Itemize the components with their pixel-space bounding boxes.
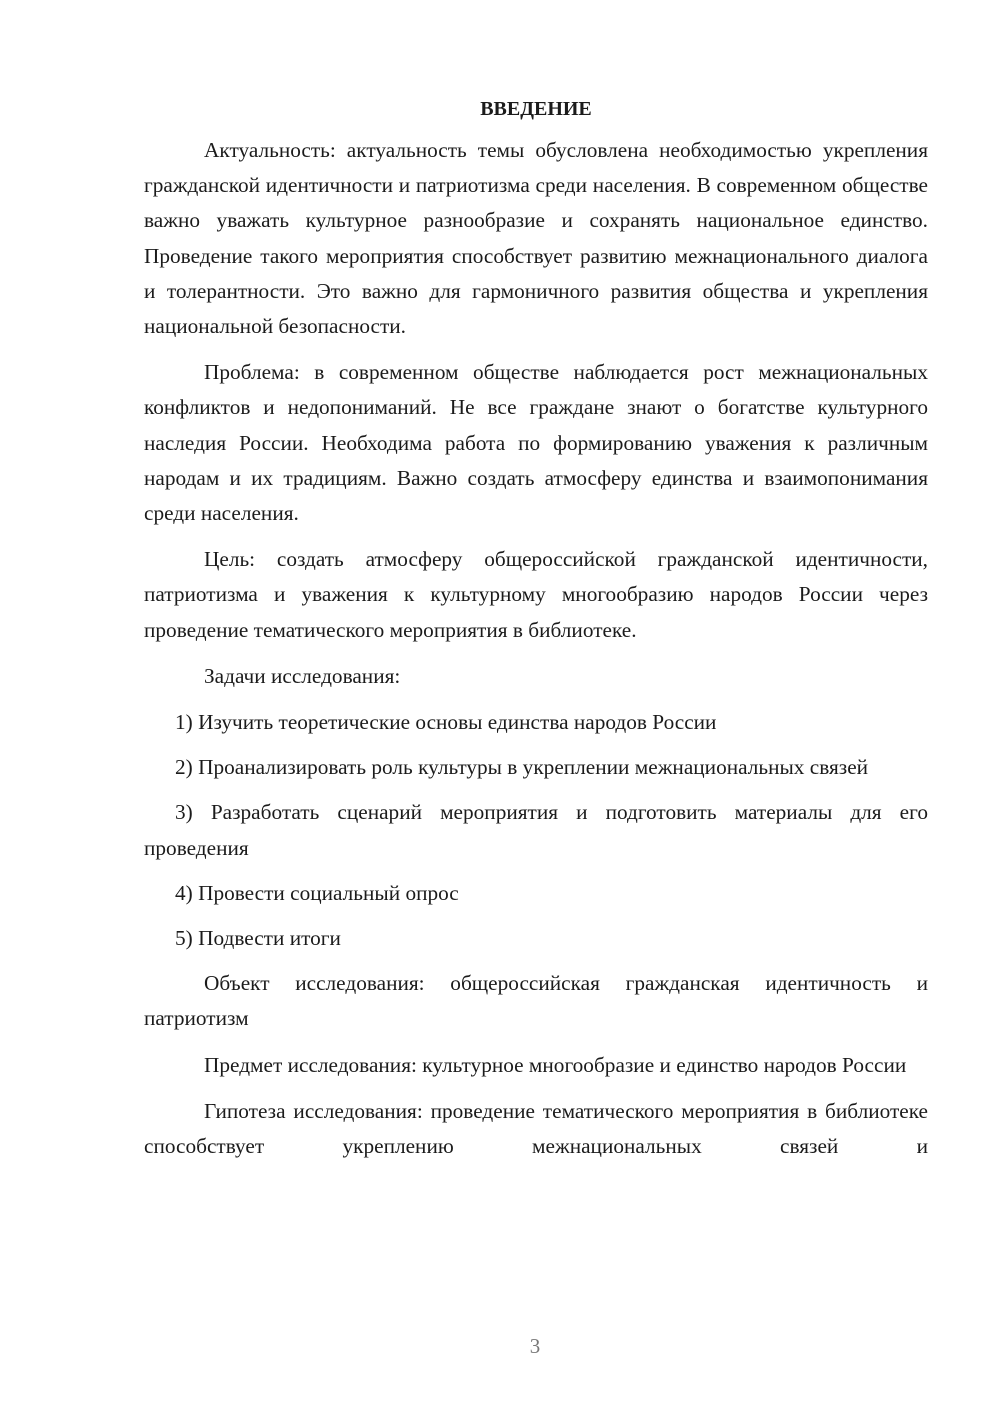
page-number: 3 — [529, 1334, 541, 1358]
relevance-paragraph: Актуальность: актуальность темы обусловлена необходимостью укрепления гражданской идентичности и патриотизма среди населения. В современном обществе важно уважать культурное разнообразие и сохранять национальное единство. Проведение такого мероприятия способствует развитию межнационального диалога и толерантности. Это важно для гармоничного развития общества и укрепления национальной безопасности. — [144, 138, 928, 339]
task-item-2: 2) Проанализировать роль культуры в укреплении межнациональных связей — [175, 755, 869, 780]
subject-paragraph: Предмет исследования: культурное многообразие и единство народов России — [204, 1052, 907, 1077]
problem-paragraph: Проблема: в современном обществе наблюдается рост межнациональных конфликтов и недопониманий. Не все граждане знают о богатстве культурного наследия России. Необходима работа по формированию уважения к различным народам и их традициям. Важно создать атмосферу единства и взаимопонимания среди населения. — [144, 360, 928, 526]
section-title: ВВЕДЕНИЕ — [480, 98, 592, 120]
goal-paragraph: Цель: создать атмосферу общероссийской гражданской идентичности, патриотизма и уважения к культурному многообразию народов России через проведение тематического мероприятия в библиотеке. — [144, 547, 928, 642]
page-body — [144, 92, 928, 1175]
tasks-heading: Задачи исследования: — [204, 663, 401, 688]
task-item-1: 1) Изучить теоретические основы единства народов России — [175, 710, 717, 735]
task-item-3: 3) Разработать сценарий мероприятия и подготовить материалы для его проведения — [144, 800, 928, 860]
object-paragraph: Объект исследования: общероссийская гражданская идентичность и патриотизм — [144, 971, 928, 1031]
task-item-5: 5) Подвести итоги — [175, 926, 341, 951]
task-item-4: 4) Провести социальный опрос — [175, 880, 459, 905]
hypothesis-paragraph: Гипотеза исследования: проведение тематического мероприятия в библиотеке способствует укреплению межнациональных связей и — [144, 1098, 928, 1159]
